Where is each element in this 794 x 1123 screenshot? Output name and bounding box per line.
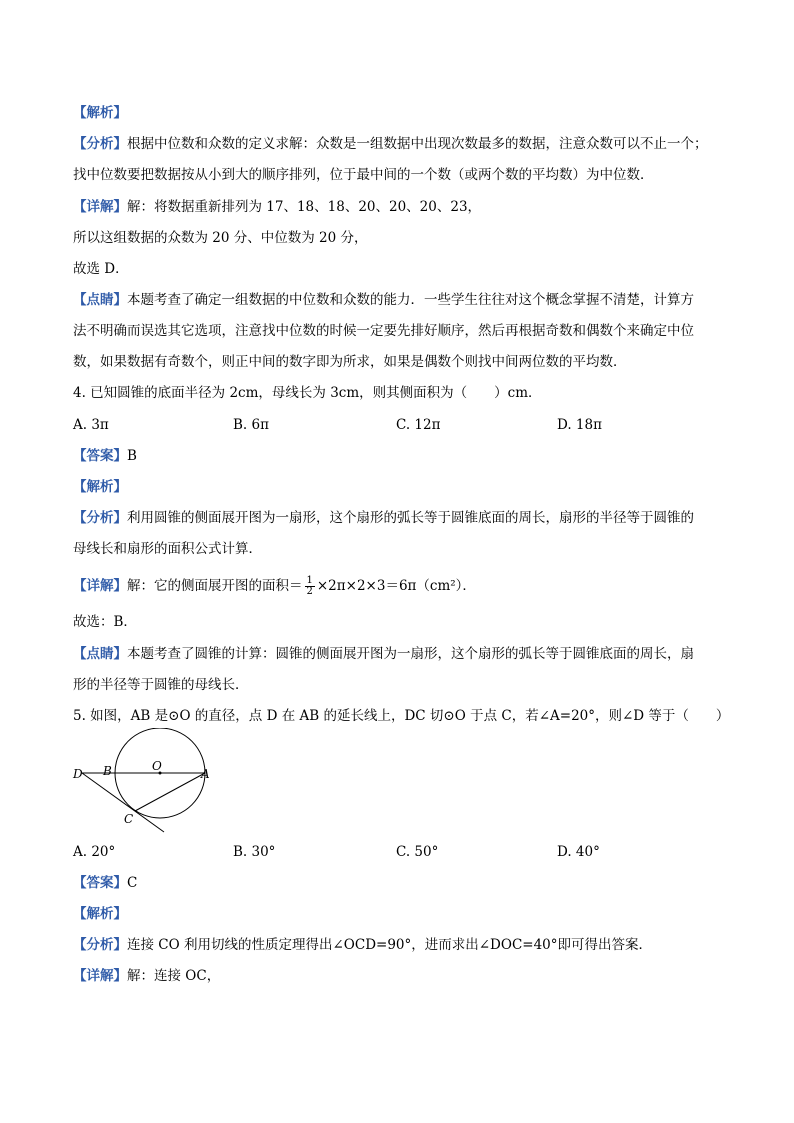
q4-xiangjie-line-2: 故选：B． [73, 614, 137, 630]
q3-fenxi-line-1: 【分析】根据中位数和众数的定义求解：众数是一组数据中出现次数最多的数据，注意众数可以不止一个； [73, 136, 708, 152]
q5-option-d: D. 40° [557, 844, 600, 860]
q3-dianjing-line-3: 数，如果数据有奇数个，则正中间的数字即为所求，如果是偶数个则找中间两位数的平均数． [73, 354, 627, 370]
q3-xiangjie-line-3: 故选 D． [73, 261, 129, 277]
fraction-one-half: $\frac{1}{2}$ [306, 575, 313, 597]
q4-fenxi-line-1: 【分析】利用圆锥的侧面展开图为一扇形，这个扇形的弧长等于圆锥底面的周长，扇形的半径等于圆锥的 [73, 510, 694, 526]
q5-option-a: A. 20° [73, 844, 116, 860]
q4-xiangjie-line-1: 【详解】解：它的侧面展开图的面积＝ $\frac{1}{2}$ ×2π×2×3＝6π（cm²）． [73, 575, 476, 597]
q4-dianjing-line-2: 形的半径等于圆锥的母线长． [73, 677, 249, 693]
q5-answer: 【答案】C [73, 875, 138, 891]
q4-option-c: C. 12π [396, 417, 441, 433]
q4-option-b: B. 6π [233, 417, 269, 433]
q3-xiangjie-line-1: 【详解】解：将数据重新排列为 17、18、18、20、20、20、23， [73, 199, 482, 215]
q5-fenxi-line-1: 【分析】连接 CO 利用切线的性质定理得出∠OCD=90°，进而求出∠DOC=40°即可得出答案． [73, 937, 653, 953]
q3-dianjing-line-1: 【点睛】本题考查了确定一组数据的中位数和众数的能力．一些学生往往对这个概念掌握不清楚，计算方 [73, 292, 694, 308]
q5-option-b: B. 30° [233, 844, 276, 860]
circle-tangent-figure [68, 728, 218, 833]
q5-jiexi-heading: 【解析】 [73, 906, 127, 922]
q4-option-d: D. 18π [557, 417, 602, 433]
q5-xiangjie-line-1: 【详解】解：连接 OC， [73, 968, 221, 984]
q3-jiexi-heading: 【解析】 [73, 105, 127, 121]
q5-stem: 5. 如图，AB 是⊙O 的直径，点 D 在 AB 的延长线上，DC 切⊙O 于点 C，若∠A=20°，则∠D 等于（ ） [73, 708, 730, 724]
q3-xiangjie-line-2: 所以这组数据的众数为 20 分、中位数为 20 分， [73, 230, 368, 246]
label-d: D [73, 767, 83, 781]
q4-stem: 4. 已知圆锥的底面半径为 2cm，母线长为 3cm，则其侧面积为（ ）cm． [73, 385, 542, 401]
q4-fenxi-line-2: 母线长和扇形的面积公式计算． [73, 541, 262, 557]
q4-dianjing-line-1: 【点睛】本题考查了圆锥的计算：圆锥的侧面展开图为一扇形，这个扇形的弧长等于圆锥底面的周长，扇 [73, 646, 694, 662]
q4-option-a: A. 3π [73, 417, 109, 433]
label-a: A [201, 767, 210, 781]
label-c: C [124, 812, 134, 826]
q5-option-c: C. 50° [396, 844, 439, 860]
q4-answer: 【答案】B [73, 448, 137, 464]
label-o: O [152, 759, 162, 773]
q3-fenxi-line-2: 找中位数要把数据按从小到大的顺序排列，位于最中间的一个数（或两个数的平均数）为中位数． [73, 167, 654, 183]
label-b: B [103, 764, 112, 778]
q3-dianjing-line-2: 法不明确而误选其它选项，注意找中位数的时候一定要先排好顺序，然后再根据奇数和偶数个来确定中位 [73, 323, 694, 339]
chord-ca [135, 773, 205, 811]
q4-jiexi-heading: 【解析】 [73, 479, 127, 495]
